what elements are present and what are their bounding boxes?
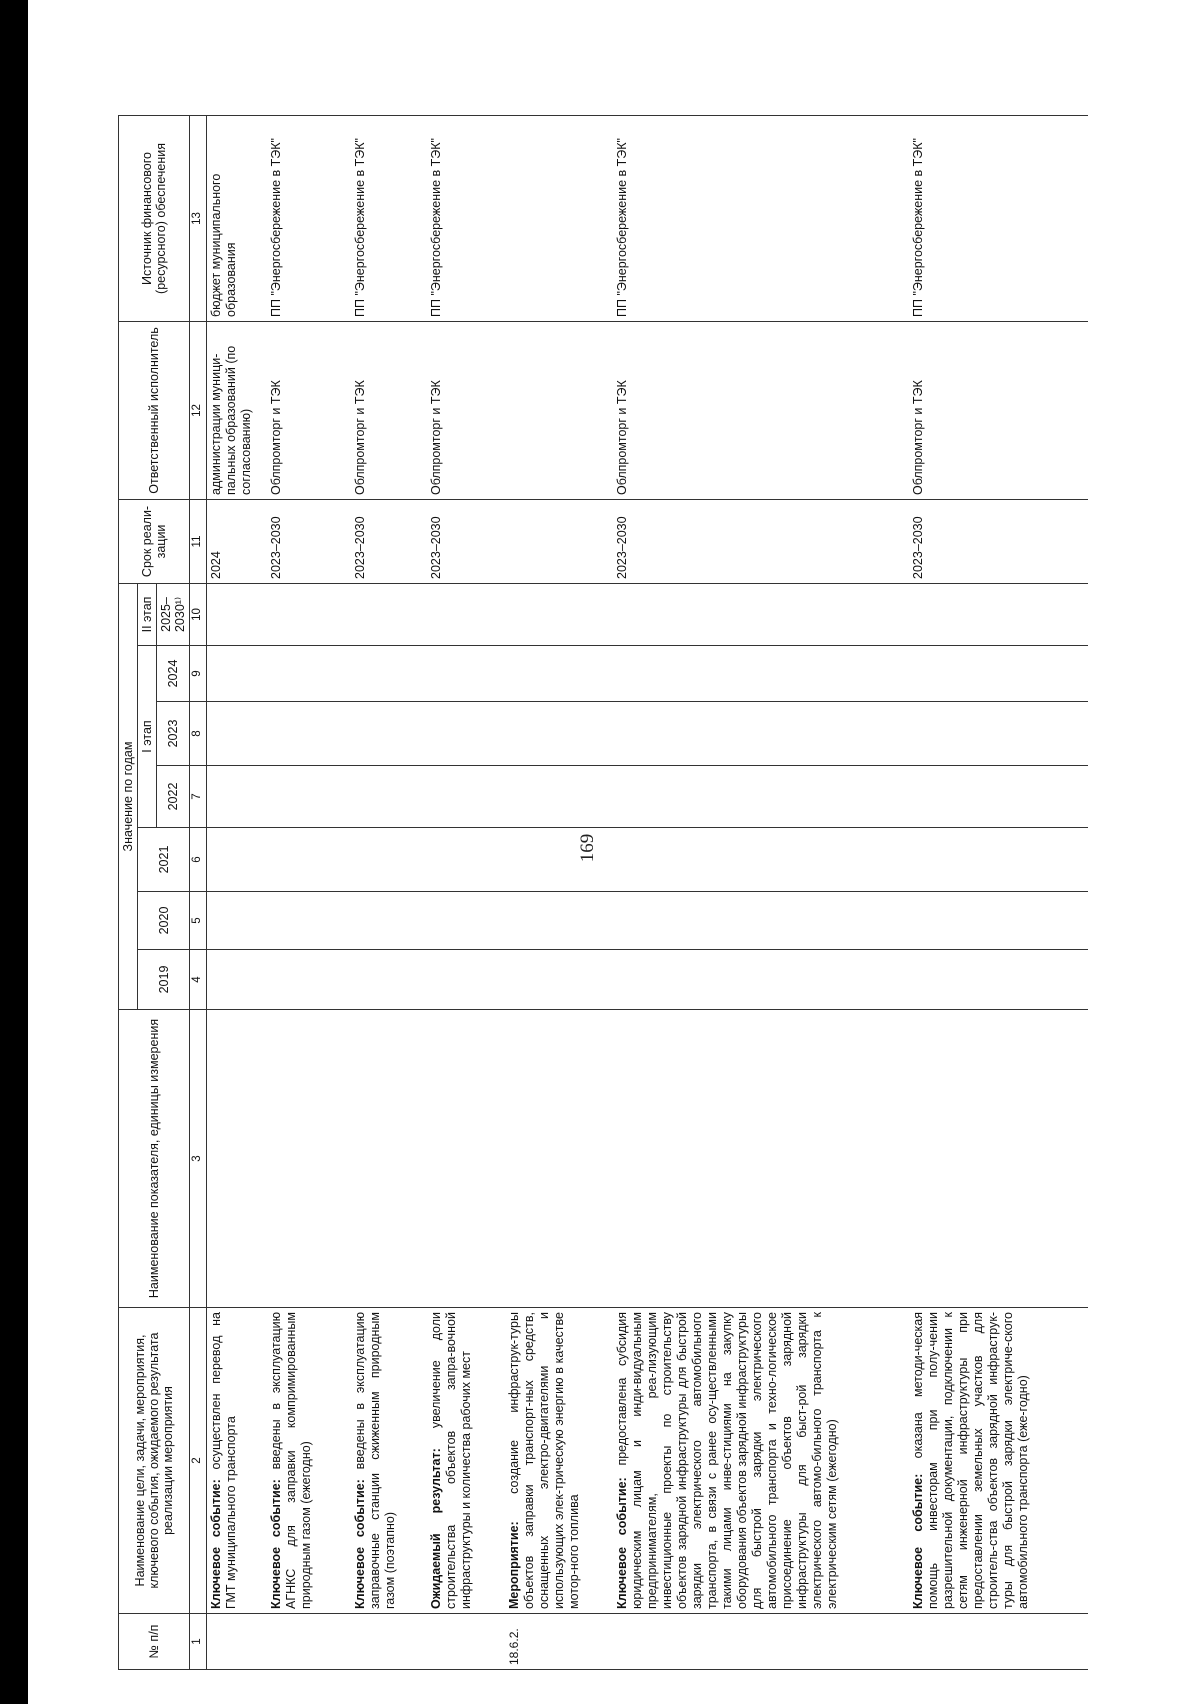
header-stage-1: I этап [138, 646, 157, 828]
row-label: Ключевое событие: [209, 1479, 223, 1609]
table-row [427, 115, 505, 1669]
row-description [267, 1308, 351, 1614]
row-text: предоставлена субсидия юридическим лицам и инди-видуальным предпринимателям, реа-лизующим инвестиционные проекты по строительству объектов зарядной инфраструктуры для быстрой зарядки электрического автомобильного транспорта, в связи с ранее осу-ществленными такими лицами инве-стициями на закупку оборудования объектов зарядной инфраструктуры для быстрой зарядки электрического автомобильного транспорта и техно-логическое присоединение объектов зарядной инфраструктуры для быст-рой зарядки электрического автомо-бильного транспорта к электрическим сетям (ежегодно) [614, 1312, 839, 1609]
row-executor: Облпромторг и ТЭК [909, 321, 1089, 499]
col-number: 7 [190, 766, 207, 828]
header-year-2019: 2019 [138, 950, 190, 1010]
row-source: ПП "Энергосбережение в ТЭК" [909, 115, 1089, 321]
row-text: увеличение доли строительства объектов запра-вочной инфраструктуры и количества рабочих мест [428, 1311, 473, 1609]
col-number: 9 [190, 646, 207, 702]
scan-edge-band [0, 0, 28, 1704]
table-row [613, 115, 909, 1669]
row-description [909, 1308, 1089, 1614]
col-number: 3 [190, 1010, 207, 1308]
row-description [427, 1308, 505, 1614]
row-source: ПП "Энергосбережение в ТЭК" [351, 115, 427, 321]
header-year-2025-2030: 2025–2030¹⁾ [157, 583, 190, 645]
row-text: введены в эксплуатацию заправочные станции сжиженным природным газом (поэтапно) [352, 1312, 397, 1609]
row-description [505, 1308, 613, 1614]
header-executor: Ответственный исполнитель [119, 321, 190, 499]
header-values-by-year: Значение по годам [119, 583, 138, 1009]
col-number: 5 [190, 892, 207, 950]
row-number [613, 1614, 909, 1670]
header-year-2023: 2023 [157, 702, 190, 766]
header-year-2024: 2024 [157, 646, 190, 702]
col-number: 2 [190, 1308, 207, 1614]
col-number: 4 [190, 950, 207, 1010]
col-number: 11 [190, 499, 207, 583]
row-text: создание инфраструк-туры объектов заправки транспорт-ных средств, оснащенных электро-двигателями и использующих элек-трическую энергию в качестве мотор-ного топлива [506, 1312, 581, 1609]
col-number: 13 [190, 115, 207, 321]
col-number: 10 [190, 583, 207, 645]
row-text: введены в эксплуатацию АГНКС для заправки компримированным природным газом (ежегодно) [268, 1312, 313, 1609]
row-label: Ожидаемый результат: [428, 1448, 443, 1609]
row-description [613, 1308, 909, 1614]
row-description [351, 1308, 427, 1614]
header-year-2021: 2021 [138, 828, 190, 892]
col-number: 8 [190, 702, 207, 766]
row-description [207, 1308, 267, 1614]
row-term: 2023–2030 [909, 499, 1089, 583]
row-text: осуществлен перевод на ГМТ муниципального транспорта [209, 1312, 238, 1609]
header-year-2022: 2022 [157, 766, 190, 828]
row-term: 2024 [207, 499, 267, 583]
row-source: ПП "Энергосбережение в ТЭК" [427, 115, 505, 321]
row-label: Ключевое событие: [910, 1473, 925, 1609]
row-source: бюджет муниципального образования [207, 115, 267, 321]
row-source: ПП "Энергосбережение в ТЭК" [267, 115, 351, 321]
row-term: 2023–2030 [427, 499, 505, 583]
row-executor: Облпромторг и ТЭК [351, 321, 427, 499]
header-name: Наименование цели, задачи, мероприятия, ключевого события, ожидаемого результата реализации мероприятия [119, 1308, 190, 1614]
row-label: Ключевое событие: [352, 1479, 367, 1609]
table-row [351, 115, 427, 1669]
row-label: Мероприятие: [506, 1521, 521, 1609]
table-row [207, 115, 267, 1669]
header-indicator: Наименование показателя, единицы измерения [119, 1010, 190, 1308]
row-label: Ключевое событие: [268, 1479, 283, 1609]
header-stage-2: II этап [138, 583, 157, 645]
row-term: 2023–2030 [267, 499, 351, 583]
row-executor [505, 321, 613, 499]
row-executor: Облпромторг и ТЭК [427, 321, 505, 499]
row-text: оказана методи-ческая помощь инвесторам при полу-чении разрешительной документации, подключении к сетям инженерной инфраструктуры при предоставлении земельных участков для строитель-ства объектов зарядной инфраструк-туры для быстрой зарядки электриче-ского автомобильного транспорта (еже-годно) [910, 1312, 1030, 1609]
row-number [267, 1614, 351, 1670]
row-term [505, 499, 613, 583]
row-source: ПП "Энергосбережение в ТЭК" [613, 115, 909, 321]
column-numbers-row [190, 115, 207, 1669]
table-row [505, 115, 613, 1669]
measures-table [118, 115, 1089, 1670]
header-year-2020: 2020 [138, 892, 190, 950]
row-term: 2023–2030 [351, 499, 427, 583]
row-executor: Облпромторг и ТЭК [267, 321, 351, 499]
col-number: 1 [190, 1614, 207, 1670]
row-number [909, 1614, 1089, 1670]
col-number: 6 [190, 828, 207, 892]
page-number: 169 [577, 833, 598, 863]
header-term: Срок реали-зации [119, 499, 190, 583]
header-source: Источник финансового (ресурсного) обеспечения [119, 115, 190, 321]
row-executor: Облпромторг и ТЭК [613, 321, 909, 499]
table-row [267, 115, 351, 1669]
col-number: 12 [190, 321, 207, 499]
row-term: 2023–2030 [613, 499, 909, 583]
row-source [505, 115, 613, 321]
row-label: Ключевое событие: [614, 1477, 629, 1609]
row-number [351, 1614, 427, 1670]
header-num: № п/п [119, 1614, 190, 1670]
row-number: 18.6.2. [505, 1614, 613, 1670]
row-executor: администрации муници-пальных образований (по согласованию) [207, 321, 267, 499]
row-number [207, 1614, 267, 1670]
row-number [427, 1614, 505, 1670]
table-row [909, 115, 1089, 1669]
